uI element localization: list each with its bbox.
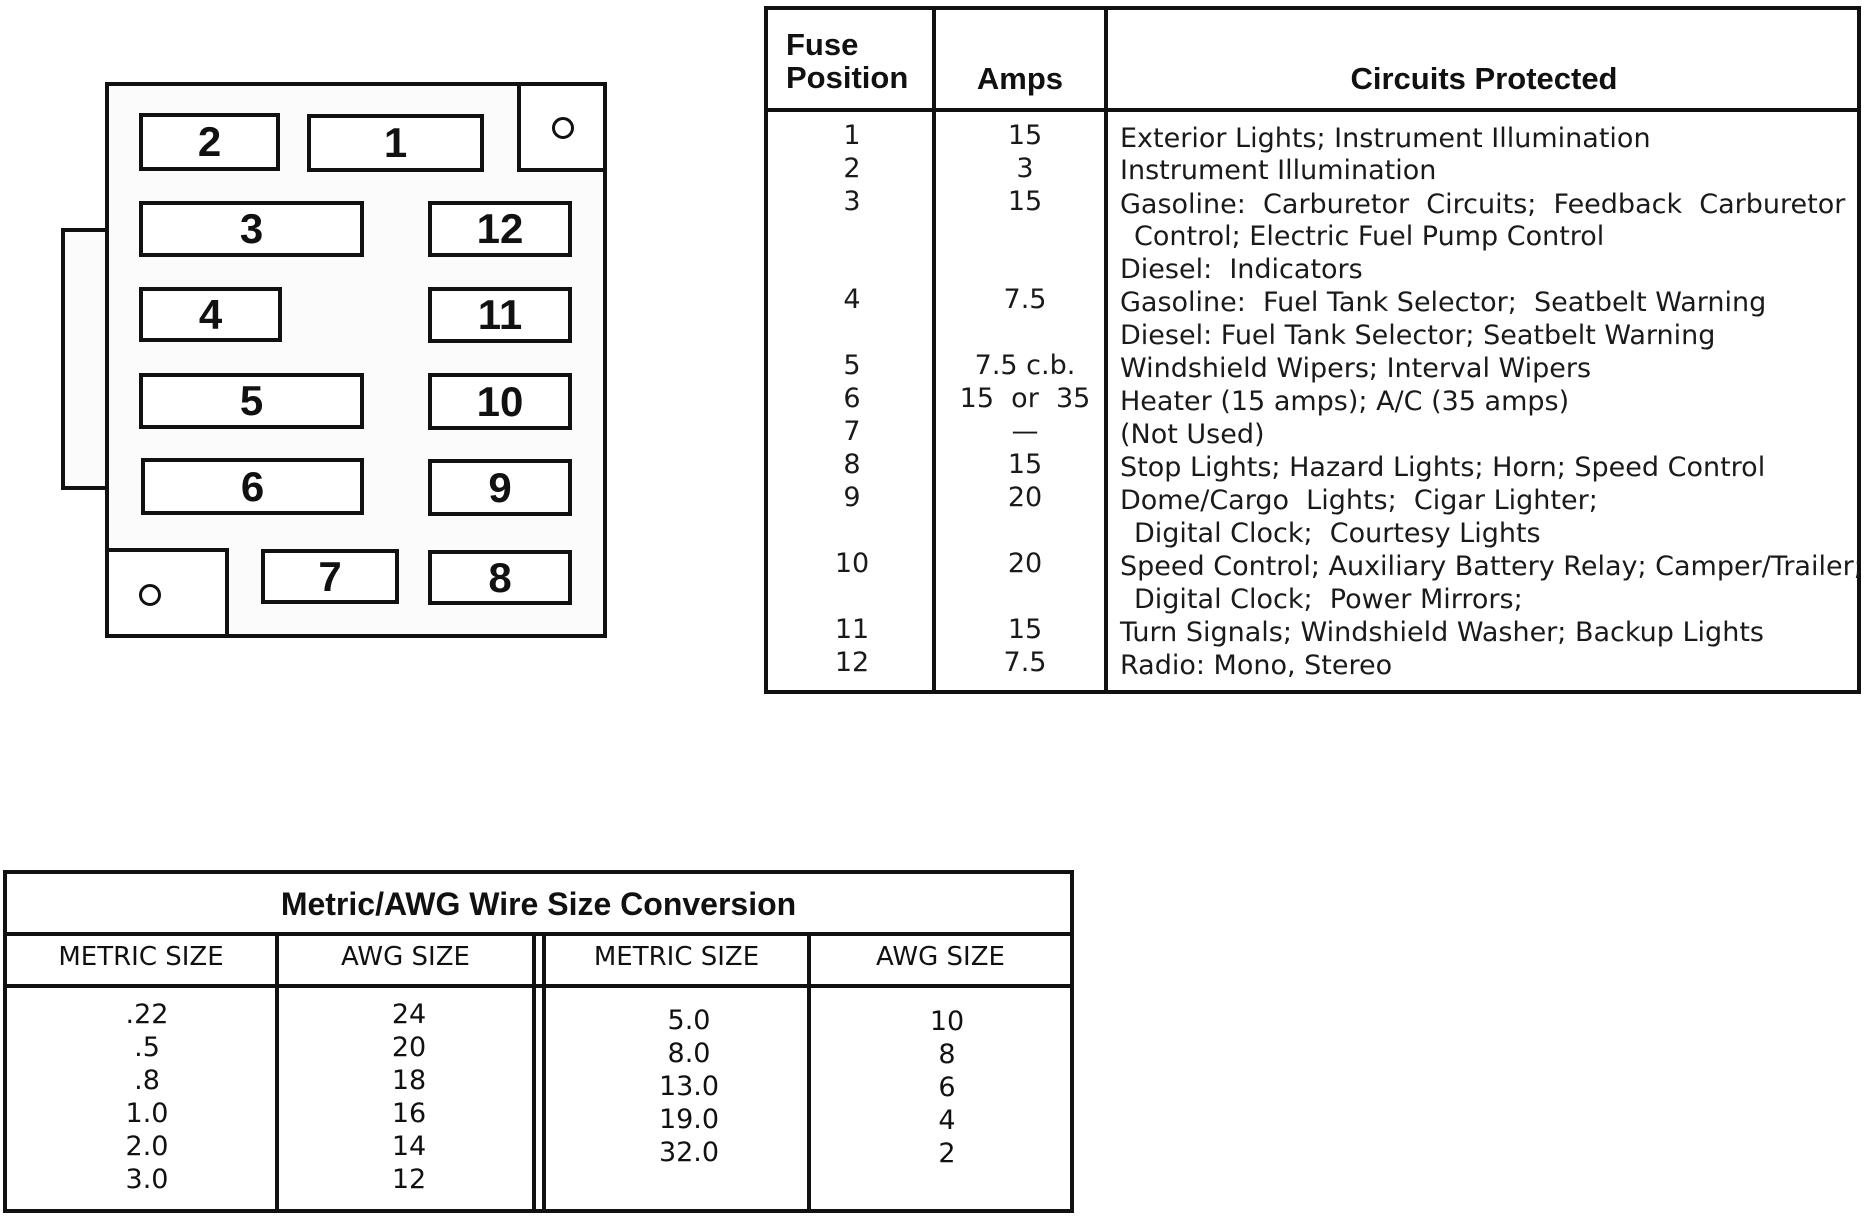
list-item: 8.0	[667, 1038, 711, 1069]
wire-table-title: Metric/AWG Wire Size Conversion	[280, 886, 797, 922]
fuse-slot-8: 8	[428, 550, 572, 605]
list-item: .8	[134, 1065, 160, 1096]
fuse-panel-connector-tab	[61, 228, 107, 490]
row-11-circuits: Turn Signals; Windshield Washer; Backup Lights	[1120, 617, 1764, 648]
row-1-circuits: Exterior Lights; Instrument Illumination	[1120, 123, 1651, 154]
row-4-position: 4	[843, 284, 861, 315]
fuse-slot-10: 10	[428, 373, 572, 430]
list-item: .22	[125, 999, 169, 1030]
row-2-position: 2	[843, 153, 861, 184]
row-6-amps: 15 or 35	[959, 383, 1091, 414]
header-amps: Amps	[976, 61, 1064, 96]
wire-header-awg-left: AWG SIZE	[341, 942, 470, 972]
list-item: 20	[391, 1032, 427, 1063]
row-4-circuits-line-2: Diesel: Fuel Tank Selector; Seatbelt Warning	[1120, 320, 1716, 351]
list-item: 14	[391, 1131, 427, 1162]
row-11-position: 11	[834, 614, 870, 645]
row-9-amps: 20	[1007, 482, 1043, 513]
list-item: 6	[938, 1072, 956, 1103]
list-item: 24	[391, 999, 427, 1030]
row-7-position: 7	[843, 416, 861, 447]
row-9-circuits-line-1: Dome/Cargo Lights; Cigar Lighter;	[1120, 485, 1598, 516]
row-8-circuits: Stop Lights; Hazard Lights; Horn; Speed Control	[1120, 452, 1766, 483]
fuse-slot-12: 12	[428, 201, 572, 257]
wire-size-table	[3, 870, 1074, 1213]
row-6-circuits: Heater (15 amps); A/C (35 amps)	[1120, 386, 1570, 417]
row-3-circuits-line-1: Gasoline: Carburetor Circuits; Feedback Carburetor	[1120, 189, 1846, 220]
row-1-position: 1	[843, 120, 861, 151]
fuse-slot-6: 6	[141, 458, 364, 515]
row-8-amps: 15	[1007, 449, 1043, 480]
mounting-corner-top-right	[517, 82, 607, 172]
row-4-circuits-line-1: Gasoline: Fuel Tank Selector; Seatbelt Warning	[1120, 287, 1767, 318]
row-3-circuits-line-3: Diesel: Indicators	[1120, 254, 1363, 285]
row-12-circuits: Radio: Mono, Stereo	[1120, 650, 1393, 681]
mounting-corner-bottom-left	[105, 548, 229, 638]
wire-column-awg-left	[309, 998, 509, 1196]
fuse-slot-9: 9	[428, 459, 572, 516]
list-item: 12	[391, 1164, 427, 1195]
row-10-circuits-line-2: Digital Clock; Power Mirrors;	[1134, 584, 1523, 615]
wire-header-metric-left: METRIC SIZE	[58, 942, 224, 972]
row-2-circuits: Instrument Illumination	[1120, 155, 1437, 186]
wire-header-metric-right: METRIC SIZE	[593, 942, 760, 972]
row-3-amps: 15	[1007, 186, 1043, 217]
row-12-position: 12	[834, 647, 870, 678]
mounting-hole-icon	[552, 117, 574, 139]
row-2-amps: 3	[1016, 153, 1034, 184]
list-item: 10	[929, 1006, 965, 1037]
list-item: 3.0	[125, 1164, 169, 1195]
list-item: 4	[938, 1105, 956, 1136]
mounting-hole-icon	[139, 584, 161, 606]
list-item: 32.0	[658, 1137, 720, 1168]
fuse-table	[764, 6, 1861, 694]
row-7-circuits: (Not Used)	[1120, 419, 1265, 450]
wire-header-awg-right: AWG SIZE	[876, 942, 1005, 972]
row-12-amps: 7.5	[1003, 647, 1047, 678]
list-item: 18	[391, 1065, 427, 1096]
row-5-position: 5	[843, 350, 861, 381]
row-10-circuits-line-1: Speed Control; Auxiliary Battery Relay; Camper/Trailer;	[1120, 551, 1863, 582]
list-item: 8	[938, 1039, 956, 1070]
wire-column-metric-left	[47, 998, 247, 1196]
fuse-slot-3: 3	[139, 201, 364, 257]
list-item: .5	[134, 1032, 160, 1063]
fuse-slot-1: 1	[307, 114, 484, 172]
list-item: 1.0	[125, 1098, 169, 1129]
row-9-circuits-line-2: Digital Clock; Courtesy Lights	[1134, 518, 1541, 549]
list-item: 2	[938, 1138, 956, 1169]
list-item: 13.0	[658, 1071, 720, 1102]
row-11-amps: 15	[1007, 614, 1043, 645]
row-3-circuits-line-2: Control; Electric Fuel Pump Control	[1134, 221, 1605, 252]
header-circuits-protected: Circuits Protected	[1350, 61, 1618, 96]
row-3-position: 3	[843, 186, 861, 217]
row-5-amps: 7.5 c.b.	[974, 350, 1076, 381]
row-5-circuits: Windshield Wipers; Interval Wipers	[1120, 353, 1592, 384]
list-item: 5.0	[667, 1005, 711, 1036]
row-10-amps: 20	[1007, 548, 1043, 579]
row-9-position: 9	[843, 482, 861, 513]
header-fuse-position: Fuse Position	[786, 27, 909, 95]
list-item: 2.0	[125, 1131, 169, 1162]
wire-column-metric-right	[589, 1004, 789, 1169]
wire-column-awg-right	[847, 1005, 1047, 1170]
row-1-amps: 15	[1007, 120, 1043, 151]
row-7-amps: —	[1011, 416, 1039, 447]
fuse-slot-2: 2	[139, 113, 280, 171]
row-6-position: 6	[843, 383, 861, 414]
fuse-slot-11: 11	[428, 287, 572, 343]
fuse-slot-4: 4	[139, 287, 282, 342]
row-10-position: 10	[834, 548, 870, 579]
list-item: 16	[391, 1098, 427, 1129]
fuse-slot-5: 5	[139, 373, 364, 429]
list-item: 19.0	[658, 1104, 720, 1135]
row-4-amps: 7.5	[1003, 284, 1047, 315]
fuse-slot-7: 7	[261, 549, 399, 604]
row-8-position: 8	[843, 449, 861, 480]
